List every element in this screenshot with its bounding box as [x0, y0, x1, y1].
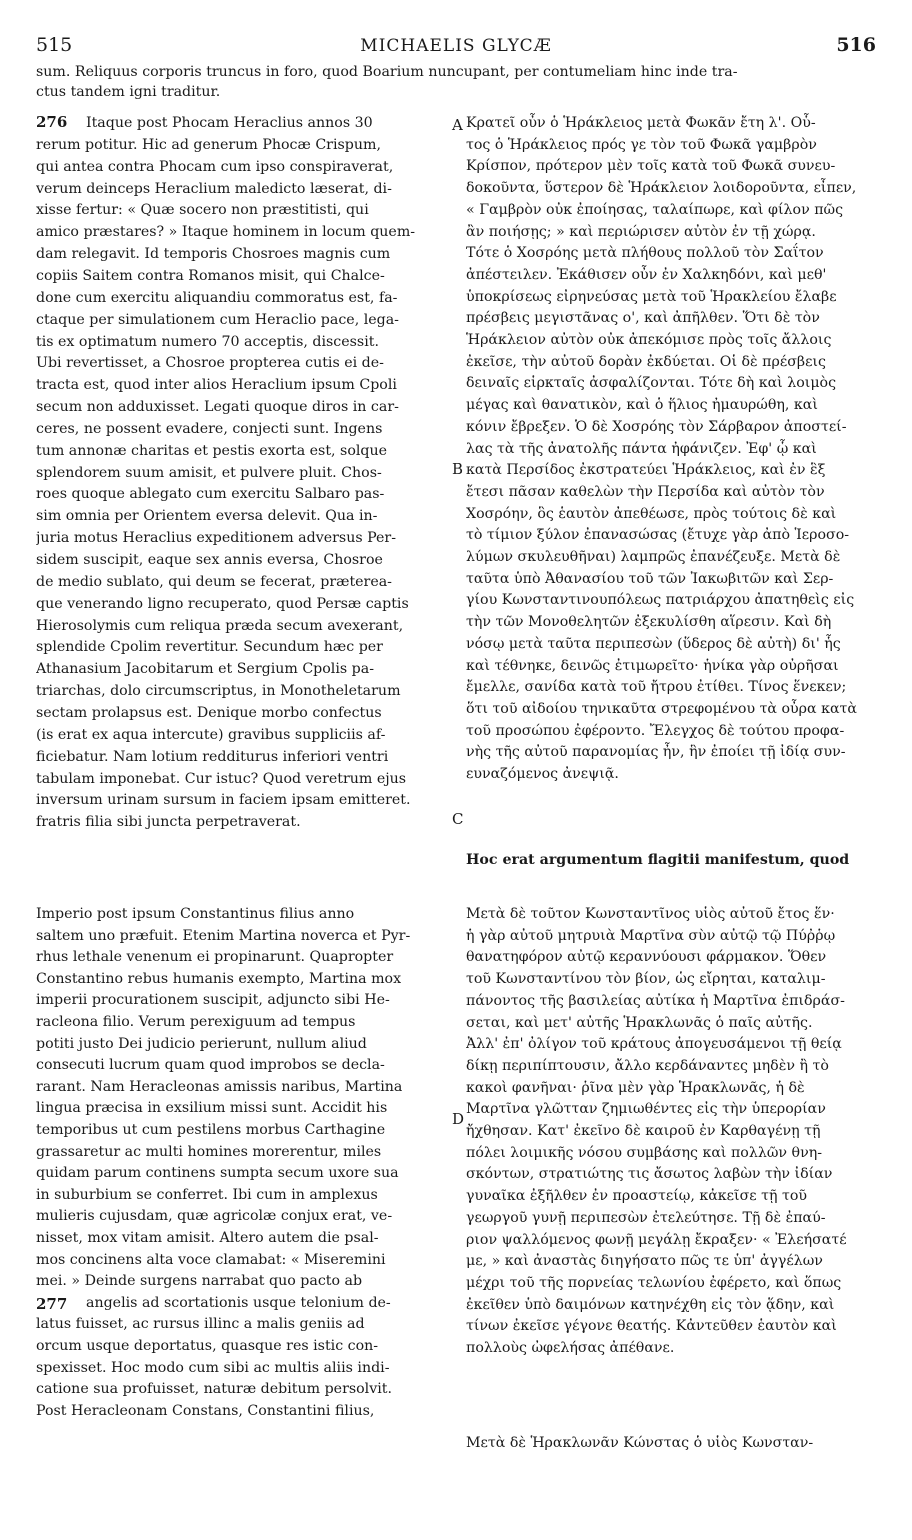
- greek-col2-line: Μαρτῖνα γλῶτταν ζημιωθέντες εἰς τὴν ὑπερορίαν: [466, 1101, 826, 1118]
- margin-letter-c: C: [452, 810, 464, 828]
- greek-col2-line: σκόντων, στρατιώτης τις ἄσωτος λαβὼν τὴν ἰδίαν: [466, 1166, 833, 1183]
- latin-col1-line: tracta est, quod inter alios Heraclium ipsum Cpoli: [36, 377, 397, 394]
- margin-letter-a: A: [452, 116, 463, 134]
- greek-col1-line: δειναῖς εἱρκταῖς ἀσφαλίζονται. Τότε δὴ καὶ λοιμὸς: [466, 375, 837, 392]
- bridge-line-tail: Hoc erat argumentum flagitii manifestum, quod: [466, 852, 850, 868]
- latin-col1-line: rerum potitur. Hic ad generum Phocæ Crispum,: [36, 136, 381, 153]
- greek-col1-line: ἂν ποιήσῃς; » καὶ περιώρισεν αὐτὸν ἐν τῇ χώρᾳ.: [466, 223, 816, 240]
- latin-col1-line: xisse fertur: « Quæ socero non præstitisti, qui: [36, 202, 369, 219]
- page-number-right: 516: [836, 34, 876, 56]
- running-title: MICHAELIS GLYCÆ: [360, 36, 552, 56]
- latin-col1-line: secum non adduxisset. Legati quoque diros in car-: [36, 399, 399, 416]
- latin-col2-line: racleona filio. Verum perexiguum ad tempus: [36, 1014, 356, 1030]
- greek-col1-line: τοῦ προσώπου ἐφέροντο. Ἔλεγχος δὲ τούτου προφα-: [466, 722, 845, 739]
- greek-col1-line: ευναζόμενος ἀνεψιᾷ.: [466, 766, 619, 782]
- latin-col1-line: sidem suscipit, eaque sex annis eversa, Chosroe: [36, 552, 383, 568]
- latin-col2-line: quidam parum continens sumpta secum uxore sua: [36, 1165, 399, 1182]
- latin-col1-line: que venerando ligno recuperato, quod Persæ captis: [36, 595, 409, 612]
- latin-col2-line: angelis ad scortationis usque telonium de-: [86, 1294, 391, 1311]
- greek-col1-line: ταῦτα ὑπὸ Ἀθανασίου τοῦ τῶν Ἰακωβιτῶν καὶ Σερ-: [466, 570, 834, 587]
- greek-col2-line: σεται, καὶ μετ' αὐτῆς Ἡρακλωνᾶς ὁ παῖς αὐτῆς.: [466, 1014, 813, 1031]
- margin-letter-b: B: [452, 460, 464, 478]
- greek-col1-line: τὴν τῶν Μονοθελητῶν ἐξεκυλίσθη αἵρεσιν. Καὶ δὴ: [466, 614, 832, 631]
- latin-col2-line: mos concinens alta voce clamabat: « Miseremini: [36, 1251, 386, 1268]
- latin-col1-line: splendorem suum amisit, et pulvere pluit. Chos-: [36, 464, 382, 481]
- latin-col1-line: de medio sublato, qui deum se fecerat, prætereа-: [36, 573, 392, 590]
- latin-col2-line: latus fuisset, ac rursus illinc a malis geniis ad: [36, 1316, 365, 1333]
- greek-col1-line: « Γαμβρὸν οὐκ ἐποίησας, ταλαίπωρε, καὶ φίλον πῶς: [466, 201, 844, 218]
- greek-col1-line: Χοσρόην, ὃς ἑαυτὸν ἀπεθέωσε, πρὸς τούτοις δὲ καὶ: [466, 505, 837, 522]
- latin-col1-line: (is erat ex aqua intercute) gravibus suppliciis af-: [36, 726, 386, 743]
- latin-col1-line: triarchas, dolo circumscriptus, in Monotheletarum: [36, 683, 401, 700]
- latin-col1-line: sim omnia per Orientem eversa delevit. Qua in-: [36, 508, 378, 525]
- latin-col1-line: tabulam imponebat. Cur istuc? Quod veretrum ejus: [36, 770, 407, 787]
- latin-col1-line: Itaque post Phocam Heraclius annos 30: [86, 115, 373, 131]
- greek-col1-line: ἔμελλε, σανίδα κατὰ τοῦ ἤτρου ἐτίθει. Τίνος ἕνεκεν;: [466, 679, 847, 696]
- page-number-left: 515: [36, 34, 73, 56]
- latin-col2-line: grassaretur ac multi homines morerentur, miles: [36, 1143, 382, 1160]
- latin-col1-line: sectam prolapsus est. Denique morbo confectus: [36, 704, 382, 721]
- greek-col1-line: καὶ τέθνηκε, δεινῶς ἐτιμωρεῖτο· ἡνίκα γὰρ οὐρῆσαι: [466, 657, 839, 674]
- page-header: [36, 34, 876, 56]
- greek-col1-line: τος ὁ Ἡράκλειος πρός γε τὸν τοῦ Φωκᾶ γαμβρὸν: [466, 136, 817, 153]
- latin-col2-line: imperii procurationem suscipit, adjuncto sibi He-: [36, 992, 390, 1009]
- latin-col2-line: Constantino rebus humanis exempto, Martina mox: [36, 970, 402, 987]
- greek-col1-line: κόνιν ἔβρεξεν. Ὁ δὲ Χοσρόης τὸν Σάρβαρον ἀποστεί-: [466, 418, 847, 435]
- latin-col2-line: Post Heracleonam Constans, Constantini filius,: [36, 1402, 375, 1419]
- latin-col1-line: Ubi revertisset, a Chosroe propterea cutis ei de-: [36, 355, 384, 372]
- greek-col1-line: κατὰ Περσίδος ἐκστρατεύει Ἡράκλειος, καὶ ἐν ἓξ: [466, 462, 826, 479]
- latin-col2-line: rhus lethale venenum ei propinarunt. Quapropter: [36, 949, 394, 966]
- latin-top-line: ctus tandem igni traditur.: [36, 84, 221, 100]
- greek-col2-line: με, » καὶ ἀναστὰς διηγήσατο πῶς τε ὑπ' ἀγγέλων: [466, 1253, 823, 1270]
- latin-col2-line: mulieris cujusdam, quæ agricolæ conjux erat, ve-: [36, 1208, 393, 1225]
- latin-col1-line: ceres, ne possent evadere, conjecti sunt. Ingens: [36, 420, 383, 437]
- greek-col1-line: ἐκεῖσε, τὴν αὐτοῦ δορὰν ἐκδύεται. Οἱ δὲ πρέσβεις: [466, 353, 826, 370]
- latin-col1-line: juria motus Heraclius expeditionem adversus Per-: [36, 530, 397, 547]
- latin-col1-line: done cum exercitu aliquandiu commoratus est, fa-: [36, 289, 398, 306]
- latin-col2-line: temporibus ut cum pestilens morbus Carthagine: [36, 1122, 386, 1138]
- greek-col1-line: τὸ τίμιον ξύλον ἐπανασώσας (ἔτυχε γὰρ ἀπὸ Ἱεροσο-: [466, 527, 850, 544]
- greek-col2-line: Μετὰ δὲ τοῦτον Κωνσταντῖνος υἱὸς αὐτοῦ ἔτος ἕν·: [466, 906, 835, 922]
- greek-col2-line: δίκῃ περιπίπτουσιν, ἄλλο κερδάναντες μηδὲν ἢ τὸ: [466, 1057, 829, 1074]
- latin-col1-line: roes quoque ablegato cum exercitu Salbaro pas-: [36, 486, 385, 503]
- latin-col2-line: lingua præcisa in exsilium missi sunt. Accidit his: [36, 1100, 388, 1117]
- latin-col2-line: mei. » Deinde surgens narrabat quo pacto ab: [36, 1273, 363, 1290]
- greek-col2-line: ριον ψαλλόμενος φωνῇ μεγάλῃ ἔκραξεν· « Ἐλεήσατέ: [466, 1231, 847, 1248]
- greek-col2-line: ἡ γὰρ αὐτοῦ μητρυιὰ Μαρτῖνα σὺν αὐτῷ τῷ Πύῤῥῳ: [466, 927, 836, 944]
- latin-col1-line: fratris filia sibi juncta perpetraverat.: [36, 814, 301, 831]
- latin-col2-line: Imperio post ipsum Constantinus filius anno: [36, 906, 355, 922]
- greek-col2-line: Ἀλλ' ἐπ' ὀλίγον τοῦ κράτους ἀπογευσάμενοι τῇ θείᾳ: [466, 1036, 842, 1053]
- greek-col1-line: νὴς τῆς αὐτοῦ παρανομίας ἦν, ἣν ἐποίει τῇ ἰδίᾳ συν-: [466, 744, 846, 761]
- latin-col2-line: saltem uno præfuit. Etenim Martina noverca et Pyr-: [36, 927, 411, 944]
- latin-col1-line: inversum urinam sursum in faciem ipsam emitteret.: [36, 792, 411, 809]
- greek-col1-line: νόσῳ μετὰ ταῦτα περιπεσὼν (ὕδερος δὲ αὐτὴ) δι' ἧς: [466, 635, 841, 652]
- greek-col1-line: ἀπέστειλεν. Ἐκάθισεν οὖν ἐν Χαλκηδόνι, καὶ μεθ': [466, 266, 827, 283]
- latin-col1-line: amico præstares? » Itaque hominem in locum quem-: [36, 224, 416, 241]
- greek-col2-line: πάνοντος τῆς βασιλείας αὐτίκα ἡ Μαρτῖνα ἐπιδράσ-: [466, 992, 845, 1009]
- latin-col1-line: ctaque per simulationem cum Heraclio pace, lega-: [36, 311, 399, 328]
- greek-col1-line: πρέσβεις μεγιστᾶνας ο', καὶ ἀπῆλθεν. Ὅτι δὲ τὸν: [466, 310, 820, 327]
- greek-col1-line: Ἡράκλειον αὐτὸν οὐκ ἀπεκόμισε πρὸς τοῖς ἄλλοις: [466, 332, 832, 348]
- latin-col2-line: potiti justo Dei judicio perierunt, nullum aliud: [36, 1035, 367, 1052]
- greek-col1-line: Τότε ὁ Χοσρόης μετὰ πλήθους πολλοῦ τὸν Σαΐτον: [466, 245, 824, 262]
- latin-col1-line: tis ex optimatum numero 70 acceptis, discessit.: [36, 333, 379, 350]
- greek-col2-line: πόλει λοιμικῆς νόσου συμβάσης καὶ πολλῶν θνη-: [466, 1144, 822, 1161]
- greek-col2-line: ἤχθησαν. Κατ' ἐκεῖνο δὲ καιροῦ ἐν Καρθαγένῃ τῇ: [466, 1123, 821, 1139]
- greek-col2-line: τίνων ἐκεῖσε γέγονε θεατής. Κἀντεῦθεν ἑαυτὸν καὶ: [466, 1318, 837, 1335]
- latin-col1-line: Hierosolymis cum reliqua præda secum avexerant,: [36, 617, 404, 634]
- greek-col1-line: μέγας καὶ θανατικὸν, καὶ ὁ ἥλιος ἠμαυρώθη, καὶ: [466, 397, 818, 414]
- greek-col2-line: ἐκεῖθεν ὑπὸ δαιμόνων κατηνέχθη εἰς τὸν ᾅδην, καὶ: [466, 1296, 835, 1313]
- latin-col1-line: ficiebatur. Nam lotium redditurus inferiori ventri: [36, 748, 389, 765]
- latin-top-line: sum. Reliquus corporis truncus in foro, quod Boarium nuncupant, per contumeliam hinc inde tra-: [36, 64, 738, 80]
- greek-col2-line: μέχρι τοῦ τῆς πορνείας τελωνίου ἐφέρετο, καὶ ὅπως: [466, 1274, 842, 1291]
- greek-col2-line: κακοὶ φανῆναι· ῥῖνα μὲν γὰρ Ἡρακλωνᾶς, ἡ δὲ: [466, 1079, 805, 1096]
- latin-col1-line: splendide Cpolim revertitur. Secundum hæc per: [36, 639, 383, 656]
- greek-col2-line: πολλοὺς ὠφελήσας ἀπέθανε.: [466, 1340, 675, 1356]
- latin-col1-line: tum annonæ charitas et pestis exorta est, solque: [36, 442, 388, 459]
- latin-col2-line: catione sua profuisset, naturæ debitum persolvit.: [36, 1381, 392, 1398]
- greek-col1-line: ἔτεσι πᾶσαν καθελὼν τὴν Περσίδα καὶ αὐτὸν τὸν: [466, 483, 825, 500]
- latin-col1-line: Athanasium Jacobitarum et Sergium Cpolis pa-: [36, 661, 375, 678]
- greek-col2-line: τοῦ Κωνσταντίνου τὸν βίον, ὡς εἴρηται, καταλιμ-: [466, 971, 826, 988]
- greek-col1-line: Κρατεῖ οὖν ὁ Ἡράκλειος μετὰ Φωκᾶν ἔτη λ'. Οὗ-: [466, 115, 816, 131]
- latin-col2-line: orcum usque deportatus, quasque res istic con-: [36, 1338, 379, 1354]
- greek-col1-line: ὑποκρίσεως εἰρηνεύσας μετὰ τοῦ Ἡρακλείου ἔλαβε: [466, 288, 837, 305]
- greek-col2-line: θανατηφόρον αὐτῷ κεραννύουσι φάρμακον. Ὅθεν: [466, 949, 827, 966]
- greek-col2-line: γεωργοῦ γυνῇ περιπεσὼν ἐτελεύτησε. Τῇ δὲ ἐπαύ-: [466, 1209, 826, 1226]
- section-number-277: 277: [36, 1295, 68, 1313]
- latin-col1-line: dam relegavit. Id temporis Chosroes magnis cum: [36, 246, 391, 263]
- latin-col1-line: verum deinceps Heraclium maledicto læserat, di-: [36, 180, 392, 197]
- latin-col2-line: consecuti lucrum quam quod improbos se decla-: [36, 1057, 385, 1074]
- latin-col2-line: in suburbium se conferret. Ibi cum in amplexus: [36, 1186, 378, 1203]
- margin-letter-d: D: [452, 1110, 465, 1128]
- latin-col2-line: spexisset. Hoc modo cum sibi ac multis aliis indi-: [36, 1359, 390, 1376]
- greek-col2-line: γυναῖκα ἐξῆλθεν ἐν προαστείῳ, κἀκεῖσε τῇ τοῦ: [466, 1188, 807, 1205]
- greek-col1-line: δοκοῦντα, ὕστερον δὲ Ἡράκλειον λοιδοροῦντα, εἶπεν,: [466, 180, 857, 197]
- greek-col1-line: Κρίσπον, πρότερον μὲν τοῖς κατὰ τοῦ Φωκᾶ συνευ-: [466, 158, 836, 175]
- latin-col2-line: nisset, mox vitam amisit. Altero autem die psal-: [36, 1230, 379, 1246]
- greek-col1-line: λας τὰ τῆς ἀνατολῆς πάντα ἠφάνιζεν. Ἐφ' ᾧ καὶ: [466, 440, 817, 457]
- latin-col1-line: qui antea contra Phocam cum ipso conspiraverat,: [36, 158, 394, 175]
- section-number-276: 276: [36, 113, 68, 131]
- greek-col1-line: λύμων σκυλευθῆναι) λαμπρῶς ἐπανέζευξε. Μετὰ δὲ: [466, 549, 841, 565]
- greek-col1-line: γίου Κωνσταντινουπόλεως πατριάρχου ἀπατηθεὶς εἰς: [466, 592, 855, 609]
- latin-col1-line: copiis Saitem contra Romanos misit, qui Chalce-: [36, 267, 385, 284]
- greek-col1-line: ὅτι τοῦ αἰδοίου τηνικαῦτα στρεφομένου τὰ οὖρα κατὰ: [466, 700, 857, 717]
- latin-col2-line: rarant. Nam Heracleonas amissis naribus, Martina: [36, 1078, 403, 1095]
- greek-final-line: Μετὰ δὲ Ἡρακλωνᾶν Κώνστας ὁ υἱὸς Κωνσταν-: [466, 1435, 814, 1451]
